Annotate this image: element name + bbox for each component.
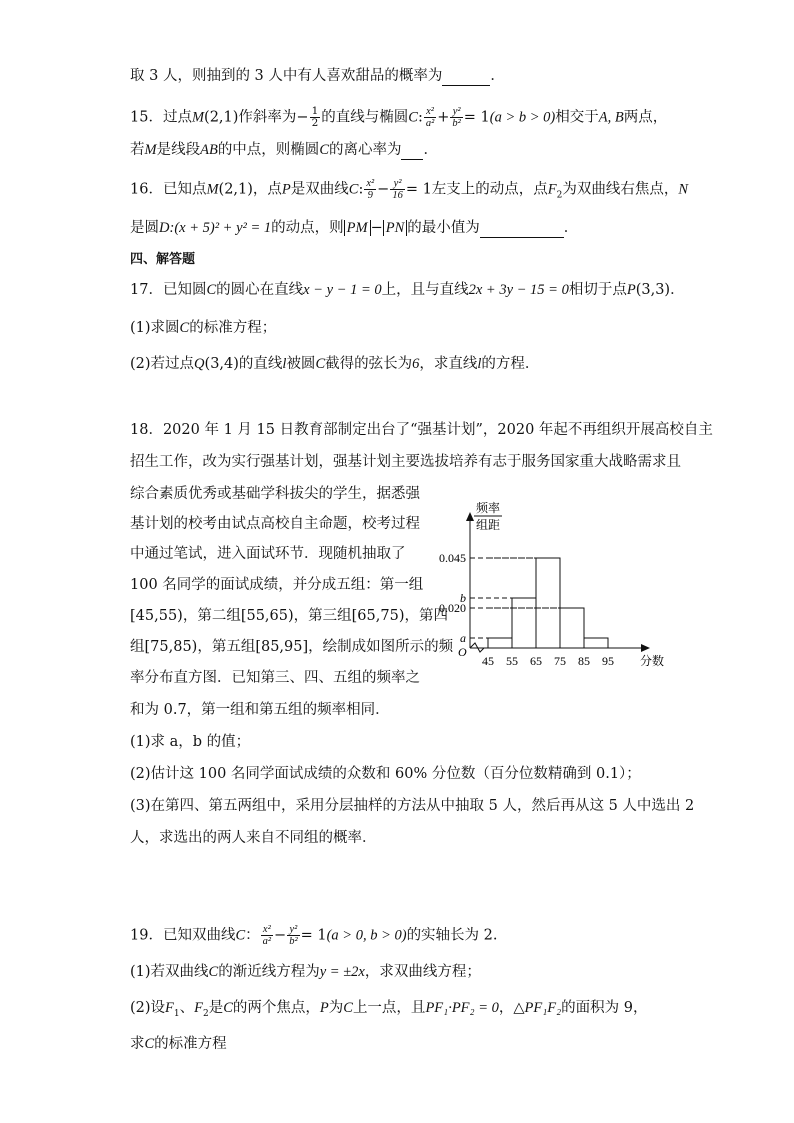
text: 为 [328, 1000, 344, 1016]
q18-line3: 综合素质优秀或基础学科拔尖的学生，据悉强 [130, 486, 420, 502]
y-tick-label: a [460, 631, 466, 645]
q19-sub1 [130, 962, 481, 982]
y-axis-arrow [466, 512, 474, 521]
abs-pn: PN [383, 220, 408, 236]
q16-line1: 16．已知点M(2,1)，点P是双曲线C: $\frac{\text{x²}}{9}$ − $\frac{\text{y²}}{16}$ = 1左支上的动点，点$F_2$为双曲线右焦点，N [130, 178, 689, 201]
q18-line4: 基计划的校考由试点高校自主命题，校考过程 [130, 516, 420, 532]
slope-fraction [310, 106, 321, 129]
condition: (a > b > 0) [489, 109, 556, 126]
text: (2)设 [130, 1000, 166, 1016]
denominator: 9 [367, 190, 373, 201]
sign: − [370, 220, 383, 236]
sign: − [296, 109, 309, 126]
point-m: M [206, 181, 219, 198]
numerator: y² [390, 178, 405, 190]
text: (1)若双曲线 [130, 964, 209, 980]
q14-text: 取 3 人，则抽到的 3 人中有人喜欢甜品的概率为 [130, 68, 443, 84]
subscript: 2 [556, 190, 563, 201]
denominator: 2 [311, 117, 319, 129]
frequency-histogram [428, 498, 668, 678]
text: 上，且与直线 [381, 282, 469, 298]
q18-line2: 招生工作，改为实行强基计划，强基计划主要选拔培养有志于服务国家重大战略需求且 [130, 454, 681, 470]
answer-blank [480, 221, 564, 238]
hyperbola-c: C [144, 1036, 155, 1052]
text: 、 [179, 1000, 195, 1016]
colon: : [417, 109, 423, 126]
x-tick-label: 65 [530, 654, 542, 668]
number: 6 [412, 356, 420, 372]
numerator: x² [424, 106, 436, 118]
text: ． [670, 282, 685, 298]
text: 的动点，则 [271, 220, 344, 236]
triangle: △PF₁F₂ [513, 1000, 562, 1016]
subscript: 2 [203, 1008, 209, 1019]
text: 上一点，且 [352, 1000, 426, 1016]
focus-f1: F [165, 1000, 174, 1016]
q18-line6: 100 名同学的面试成绩，并分成五组：第一组 [130, 577, 424, 593]
numerator: y² [287, 924, 299, 936]
ellipse-c: C [319, 142, 329, 158]
q15-line2 [130, 140, 438, 160]
point-m: M [191, 109, 205, 126]
question-number: 19． [130, 927, 163, 944]
coord: (2,1) [204, 109, 239, 126]
text: 的中点，则椭圆 [217, 142, 320, 158]
condition: (a > 0, b > 0) [326, 927, 407, 944]
y-label-top: 频率 [475, 501, 501, 515]
text: 被圆 [286, 356, 316, 372]
text: 的直线与椭圆 [321, 109, 409, 126]
q14-tail: 取 3 人，则抽到的 3 人中有人喜欢甜品的概率为 ． [130, 68, 505, 84]
text: ，求直线 [419, 356, 478, 372]
q18-line7: [45,55)，第二组[55,65)，第三组[65,75)，第四 [130, 608, 448, 624]
text: 作斜率为 [238, 109, 297, 126]
segment-ab: AB [200, 142, 218, 158]
answer-blank [401, 143, 423, 160]
q18-sub1: (1)求 a，b 的值； [130, 734, 251, 750]
hyperbola-c: C [235, 927, 246, 944]
question-number: 16． [130, 181, 163, 198]
histogram-bar [536, 558, 560, 648]
q18-line1: 18．2020 年 1 月 15 日教育部制定出台了“强基计划”，2020 年起不再组织开展高校自主 [130, 422, 713, 438]
frac-x2-a2 [424, 106, 436, 129]
hyperbola-c: C [343, 1000, 353, 1016]
frac-x2-9 [364, 178, 376, 201]
dot-product: PF₁·PF₂ = 0 [425, 1000, 499, 1016]
text: 是 [208, 1000, 224, 1016]
histogram-bar [584, 638, 608, 648]
q18-line8: 组[75,85)，第五组[85,95]，绘制成如图所示的频 [130, 639, 454, 655]
subscript: 1 [173, 1008, 180, 1019]
hyperbola-c: C [208, 964, 219, 980]
denominator: a² [262, 936, 272, 947]
circle-d: D [159, 220, 170, 236]
text: 的方程． [481, 356, 540, 372]
asymptote-equation: y = ±2x [319, 964, 365, 980]
q17-sub2 [130, 354, 539, 374]
text: 相切于点 [568, 282, 627, 298]
line-equation: x − y − 1 = 0 [303, 282, 382, 298]
histogram-bar [488, 638, 512, 648]
frac-y2-b2 [450, 106, 462, 129]
equals-one: = 1 [300, 927, 327, 944]
hyperbola-c: C [223, 1000, 233, 1016]
text: 已知圆 [162, 282, 207, 298]
text: ， [498, 1000, 514, 1016]
point-p: P [319, 1000, 329, 1016]
equals-one: = 1 [405, 181, 432, 198]
numerator: x² [366, 178, 375, 189]
text: 是线段 [156, 142, 201, 158]
point-p: P [626, 282, 636, 298]
line-equation: 2x + 3y − 15 = 0 [468, 282, 569, 298]
text: ． [563, 220, 579, 236]
text: (1)求圆 [130, 320, 180, 336]
x-axis-arrow [641, 644, 650, 652]
text: 的最小值为 [407, 220, 480, 236]
colon: : [358, 181, 364, 198]
q18-sub3b: 人，求选出的两人来自不同组的概率． [130, 830, 377, 846]
text: 两点， [623, 109, 668, 126]
q19-sub2 [130, 998, 648, 1024]
question-number: 17． [130, 282, 163, 298]
text: 是圆 [130, 220, 159, 236]
text: 左支上的动点，点 [431, 181, 548, 198]
x-tick-label: 45 [482, 654, 494, 668]
text: 的圆心在直线 [216, 282, 304, 298]
q16-line2 [130, 218, 578, 238]
text: 截得的弦长为 [325, 356, 413, 372]
text: 求 [130, 1036, 145, 1052]
y-label-bottom: 组距 [475, 518, 501, 532]
colon: ： [245, 927, 260, 944]
text: 的渐近线方程为 [218, 964, 320, 980]
text: 的标准方程； [189, 320, 277, 336]
origin-label: O [458, 645, 467, 659]
histogram-bar [560, 608, 584, 648]
text: 若 [130, 142, 145, 158]
q19-line1: 19．已知双曲线C： $\frac{\text{x²}}{\text{a²}}$ − $\frac{\text{y²}}{\text{b²}}$ = 1(a > 0, b > 0)的实轴长为 2. [130, 924, 498, 947]
x-tick-label: 85 [578, 654, 590, 668]
numerator: 1 [311, 105, 319, 117]
points-ab: A, B [598, 109, 624, 126]
text: ，点 [252, 181, 282, 198]
q18-line10: 和为 0.7，第一组和第五组的频率相同． [130, 702, 390, 718]
focus-f2: F [547, 181, 557, 198]
histogram-bar [512, 598, 536, 648]
y-tick-label: 0.045 [439, 551, 466, 565]
q17-sub1 [130, 318, 276, 338]
equals-one: = 1 [463, 109, 490, 126]
frac-y2-b2 [287, 924, 299, 947]
hyperbola-c: C [348, 181, 359, 198]
y-tick-label: b [460, 591, 466, 605]
q17-line1 [130, 280, 685, 300]
text: ． [423, 142, 438, 158]
answer-blank [442, 69, 490, 86]
ellipse-c: C [408, 109, 418, 126]
point-q: Q [194, 356, 205, 372]
coord: (2,1) [218, 181, 253, 198]
denominator: b² [289, 936, 298, 947]
frac-y2-16 [390, 178, 405, 201]
numerator: y² [450, 106, 462, 118]
x-tick-label: 95 [602, 654, 614, 668]
text: (2)若过点 [130, 356, 195, 372]
point-p: P [281, 181, 291, 198]
text: 相交于 [555, 109, 599, 126]
text: 为双曲线右焦点， [562, 181, 679, 198]
text: 的直线 [238, 356, 283, 372]
text: 的标准方程 [154, 1036, 227, 1052]
x-tick-label: 75 [554, 654, 566, 668]
coord: (3,3) [635, 282, 671, 298]
text: ，求双曲线方程； [364, 964, 481, 980]
text: 是双曲线 [290, 181, 349, 198]
q18-line9: 率分布直方图．已知第三、四、五组的频率之 [130, 670, 420, 686]
text: 的两个焦点， [232, 1000, 320, 1016]
question-number: 15． [130, 109, 163, 126]
line-l: l [477, 356, 482, 372]
line-l: l [282, 356, 287, 372]
section-heading: 四、解答题 [130, 252, 196, 267]
denominator: a² [425, 118, 435, 129]
q15-line1: 15．过点M(2,1)作斜率为− $\frac{1}{2}$ 的直线与椭圆C: $\frac{\text{x²}}{\text{a²}}$ + $\frac{\text{y²}}{\text{b²}}$ = 1(a > b > 0)相交于A, B两点， [130, 105, 668, 129]
coord: (3,4) [204, 356, 239, 372]
text: 已知双曲线 [162, 927, 236, 944]
text: 的实轴长为 2. [406, 927, 498, 944]
y-tick-label: 0.020 [439, 601, 466, 615]
focus-f2: F [194, 1000, 203, 1016]
point-m: M [144, 142, 157, 158]
abs-pm: PM [344, 220, 371, 236]
circle-c: C [315, 356, 326, 372]
circle-c: C [179, 320, 190, 336]
denominator: 16 [392, 190, 403, 201]
text: 的面积为 9， [561, 1000, 648, 1016]
point-n: N [678, 181, 689, 198]
q18-sub3a: (3)在第四、第五两组中，采用分层抽样的方法从中抽取 5 人，然后再从这 5 人中选出 2 [130, 798, 695, 814]
text: 已知点 [162, 181, 207, 198]
x-tick-label: 55 [506, 654, 518, 668]
text: 过点 [162, 109, 192, 126]
denominator: b² [452, 118, 461, 129]
q19-sub3 [130, 1034, 227, 1054]
text: 的离心率为 [328, 142, 402, 158]
circle-equation: :(x + 5)² + y² = 1 [169, 220, 272, 236]
q18-line5: 中通过笔试，进入面试环节．现随机抽取了 [130, 546, 406, 562]
circle-c: C [206, 282, 217, 298]
numerator: x² [261, 924, 273, 936]
x-axis-label: 分数 [640, 654, 665, 668]
frac-x2-a2 [261, 924, 273, 947]
q18-sub2: (2)估计这 100 名同学面试成绩的众数和 60% 分位数（百分位数精确到 0.1）； [130, 766, 641, 782]
